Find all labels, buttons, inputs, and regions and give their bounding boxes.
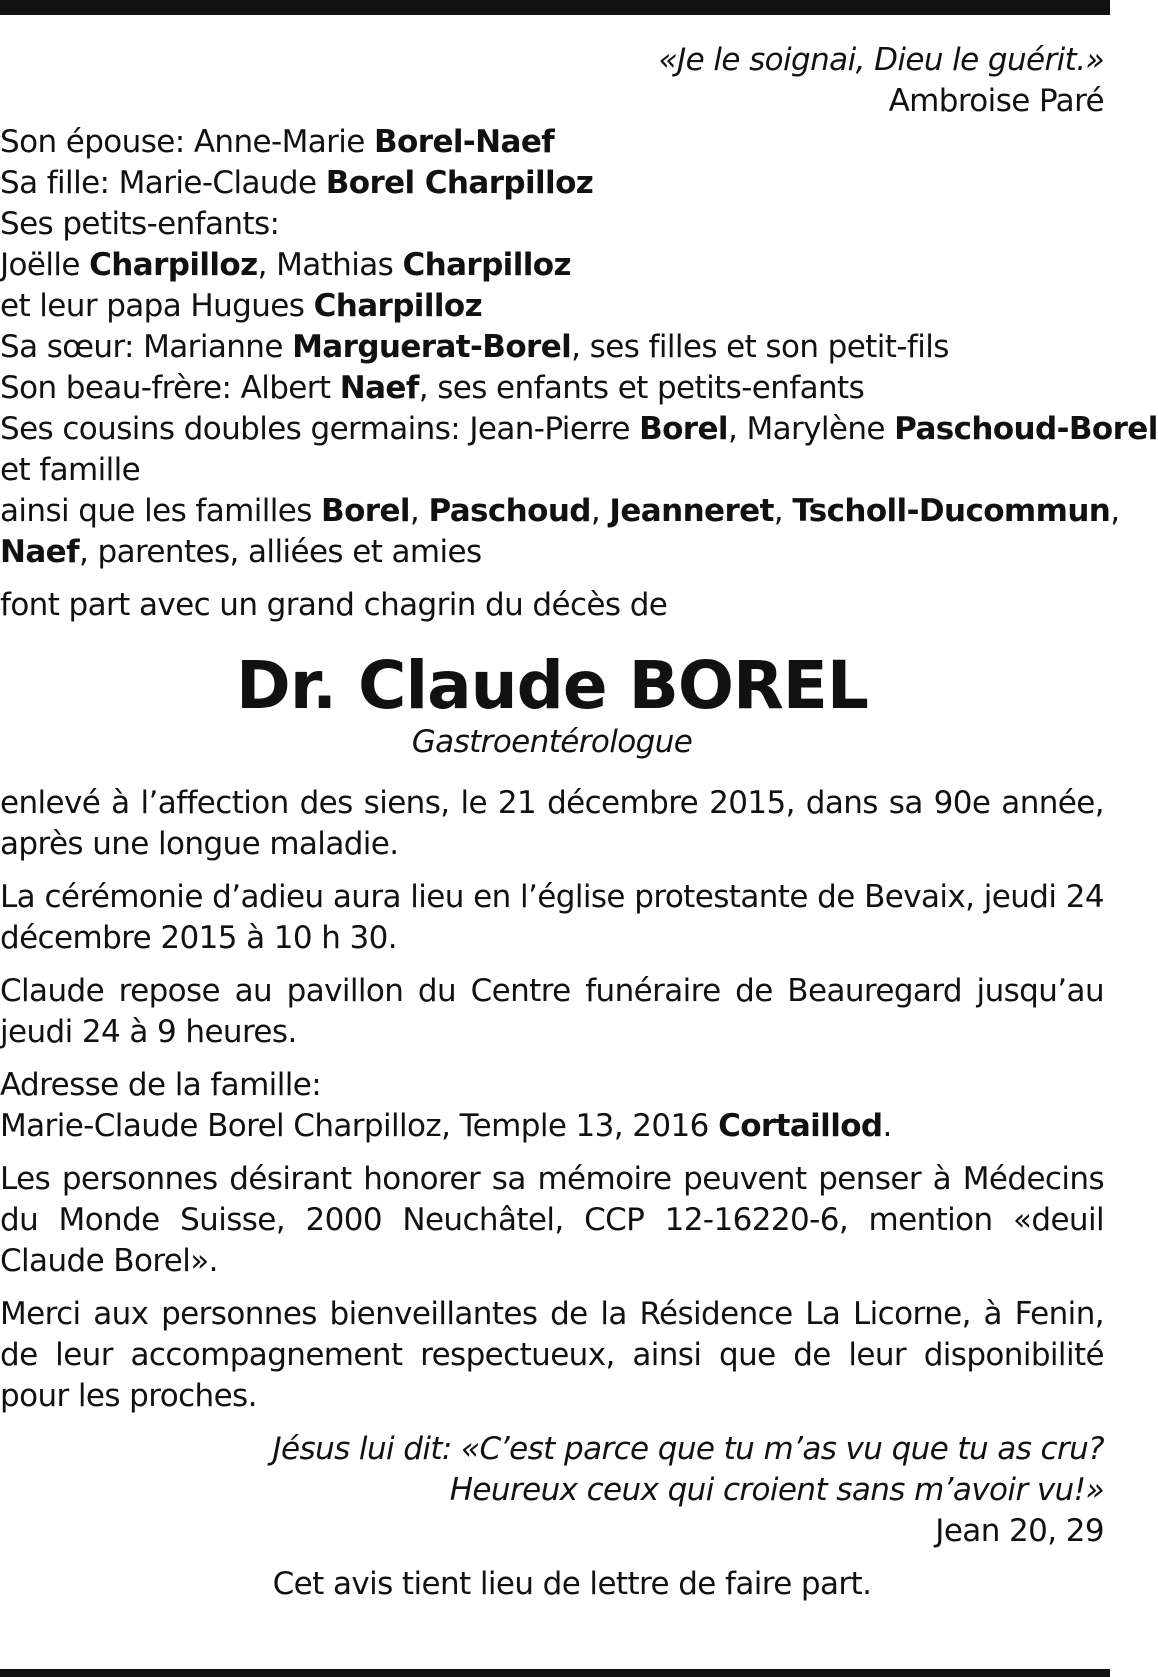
families-line-2: Naef, parentes, alliées et amies (0, 534, 482, 570)
family-list (0, 122, 1158, 573)
deceased-name: Dr. Claude BOREL (236, 647, 868, 724)
verse-line-1: Jésus lui dit: «C’est parce que tu m’as vu que tu as cru? (272, 1431, 1104, 1467)
epigraph (0, 40, 1104, 122)
papa-line: et leur papa Hugues Charpilloz (0, 288, 483, 324)
deceased-profession: Gastroentérologue (411, 724, 693, 760)
announcement: font part avec un grand chagrin du décès de (0, 587, 668, 623)
bible-verse (0, 1429, 1104, 1552)
donation-paragraph: Les personnes désirant honorer sa mémoire peuvent penser à Médecins du Monde Suisse, 2000 Neuchâtel, CCP 12-16220-6, mention «deuil Claude Borel». (0, 1161, 1104, 1279)
spouse-name: Borel-Naef (374, 124, 555, 160)
repose-paragraph: Claude repose au pavillon du Centre funéraire de Beauregard jusqu’au jeudi 24 à 9 heures. (0, 973, 1104, 1050)
death-paragraph: enlevé à l’affection des siens, le 21 décembre 2015, dans sa 90e année, après une longue maladie. (0, 785, 1104, 862)
epigraph-quote: «Je le soignai, Dieu le guérit.» (658, 42, 1104, 78)
bottom-rule (0, 1669, 1110, 1677)
verse-reference: Jean 20, 29 (935, 1513, 1104, 1549)
address-line: Marie-Claude Borel Charpilloz, Temple 13, 2016 Cortaillod. (0, 1108, 892, 1144)
cousins-line: Ses cousins doubles germains: Jean-Pierre Borel, Marylène Paschoud-Borel (0, 411, 1158, 447)
address-label: Adresse de la famille: (0, 1067, 322, 1103)
top-rule (0, 0, 1110, 15)
families-line: ainsi que les familles Borel, Paschoud, Jeanneret, Tscholl-Ducommun, (0, 493, 1120, 529)
epigraph-author: Ambroise Paré (888, 83, 1104, 119)
grandchildren-line: Joëlle Charpilloz, Mathias Charpilloz (0, 247, 571, 283)
verse-line-2: Heureux ceux qui croient sans m’avoir vu!» (449, 1472, 1104, 1508)
grandchildren-label: Ses petits-enfants: (0, 206, 280, 242)
notice-content (0, 40, 1158, 1605)
ceremony-paragraph: La cérémonie d’adieu aura lieu en l’église protestante de Bevaix, jeudi 24 décembre 2015 à 10 h 30. (0, 879, 1104, 956)
daughter-line: Sa fille: Marie-Claude Borel Charpilloz (0, 165, 594, 201)
closing-note: Cet avis tient lieu de lettre de faire part. (272, 1566, 872, 1602)
daughter-name: Borel Charpilloz (325, 165, 594, 201)
spouse-line: Son épouse: Anne-Marie Borel-Naef (0, 124, 555, 160)
thanks-paragraph: Merci aux personnes bienveillantes de la Résidence La Licorne, à Fenin, de leur accompagnement respectueux, ainsi que de leur disponibilité pour les proches. (0, 1296, 1104, 1414)
address-city: Cortaillod (718, 1108, 883, 1144)
brother-in-law-line: Son beau-frère: Albert Naef, ses enfants et petits-enfants (0, 370, 865, 406)
family-address (0, 1065, 1104, 1147)
cousins-post-line: et famille (0, 452, 141, 488)
sister-line: Sa sœur: Marianne Marguerat-Borel, ses filles et son petit-fils (0, 329, 949, 365)
